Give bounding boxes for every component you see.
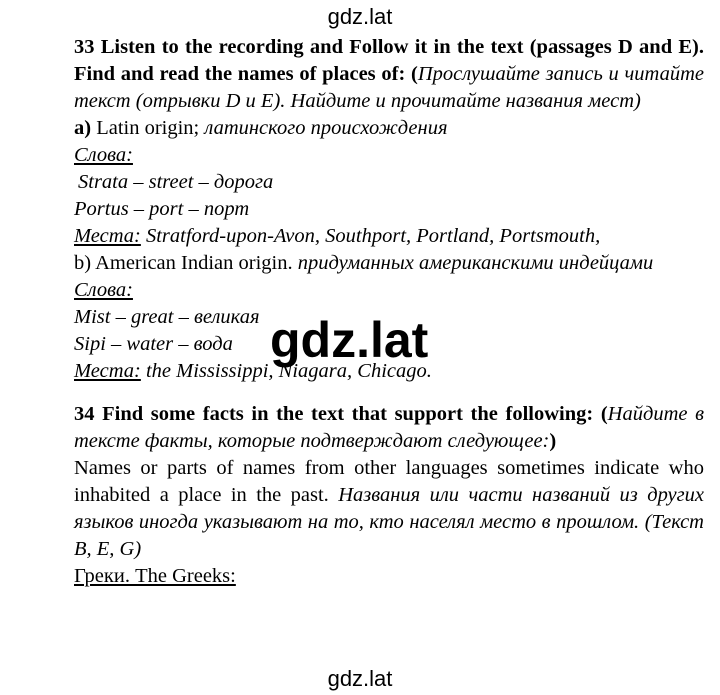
exercise-34-para-en: Names or parts of names from other languages sometimes indicate who inhabited a place in the past.	[74, 457, 704, 506]
item-b-places-label: Места:	[74, 360, 141, 382]
exercise-34-para-ru: Названия или части названий из других языков иногда указывают на то, кто населял место в прошлом. (Текст B, E, G)	[74, 484, 704, 560]
greeks-label: Греки. The Greeks:	[74, 565, 236, 587]
item-b-marker: b)	[74, 252, 92, 274]
item-a-marker: a)	[74, 117, 92, 139]
item-a-word-1: Strata – street – дорога	[78, 171, 274, 193]
exercise-34-heading-en: 34 Find some facts in the text that support the following: (	[74, 403, 608, 425]
exercise-34-paragraph	[28, 455, 704, 563]
item-a-words-label: Слова:	[74, 144, 133, 166]
item-b-text-ru: придуманных американскими индейцами	[297, 252, 654, 274]
watermark-bottom: gdz.lat	[327, 666, 393, 691]
watermark-center: gdz.lat	[270, 312, 429, 368]
exercise-33-heading	[28, 34, 704, 115]
item-b-places: the Mississippi, Niagara, Chicago.	[140, 360, 432, 382]
item-b-word-1: Mist – great – великая	[74, 306, 260, 328]
item-b-words-label: Слова:	[74, 279, 133, 301]
item-b-text-en: American Indian origin.	[91, 252, 298, 274]
section-gap	[28, 385, 704, 401]
exercise-33-heading-en: 33 Listen to the recording and Follow it in the text (passages D and E). Find and read the names of places of: (	[74, 36, 704, 85]
exercise-34-heading-ru: Найдите в тексте факты, которые подтверждают следующее:	[74, 403, 705, 452]
item-b-line	[28, 250, 704, 277]
item-a-text-ru: латинского происхождения	[204, 117, 448, 139]
item-a-places-line	[28, 223, 704, 250]
watermark-top: gdz.lat	[327, 4, 393, 29]
item-a-line	[28, 115, 704, 142]
exercise-34-heading-close: )	[549, 430, 557, 452]
exercise-33-heading-ru: Прослушайте запись и читайте текст (отрывки D и E). Найдите и прочитайте названия мест)	[74, 63, 704, 112]
item-a-word-2: Portus – port – порт	[74, 198, 250, 220]
item-a-places: Stratford-upon-Avon, Southport, Portland, Portsmouth,	[140, 225, 601, 247]
item-a-places-label: Места:	[74, 225, 141, 247]
exercise-34-heading	[28, 401, 704, 455]
item-b-word-2: Sipi – water – вода	[74, 333, 233, 355]
item-a-text-en: Latin origin;	[91, 117, 205, 139]
